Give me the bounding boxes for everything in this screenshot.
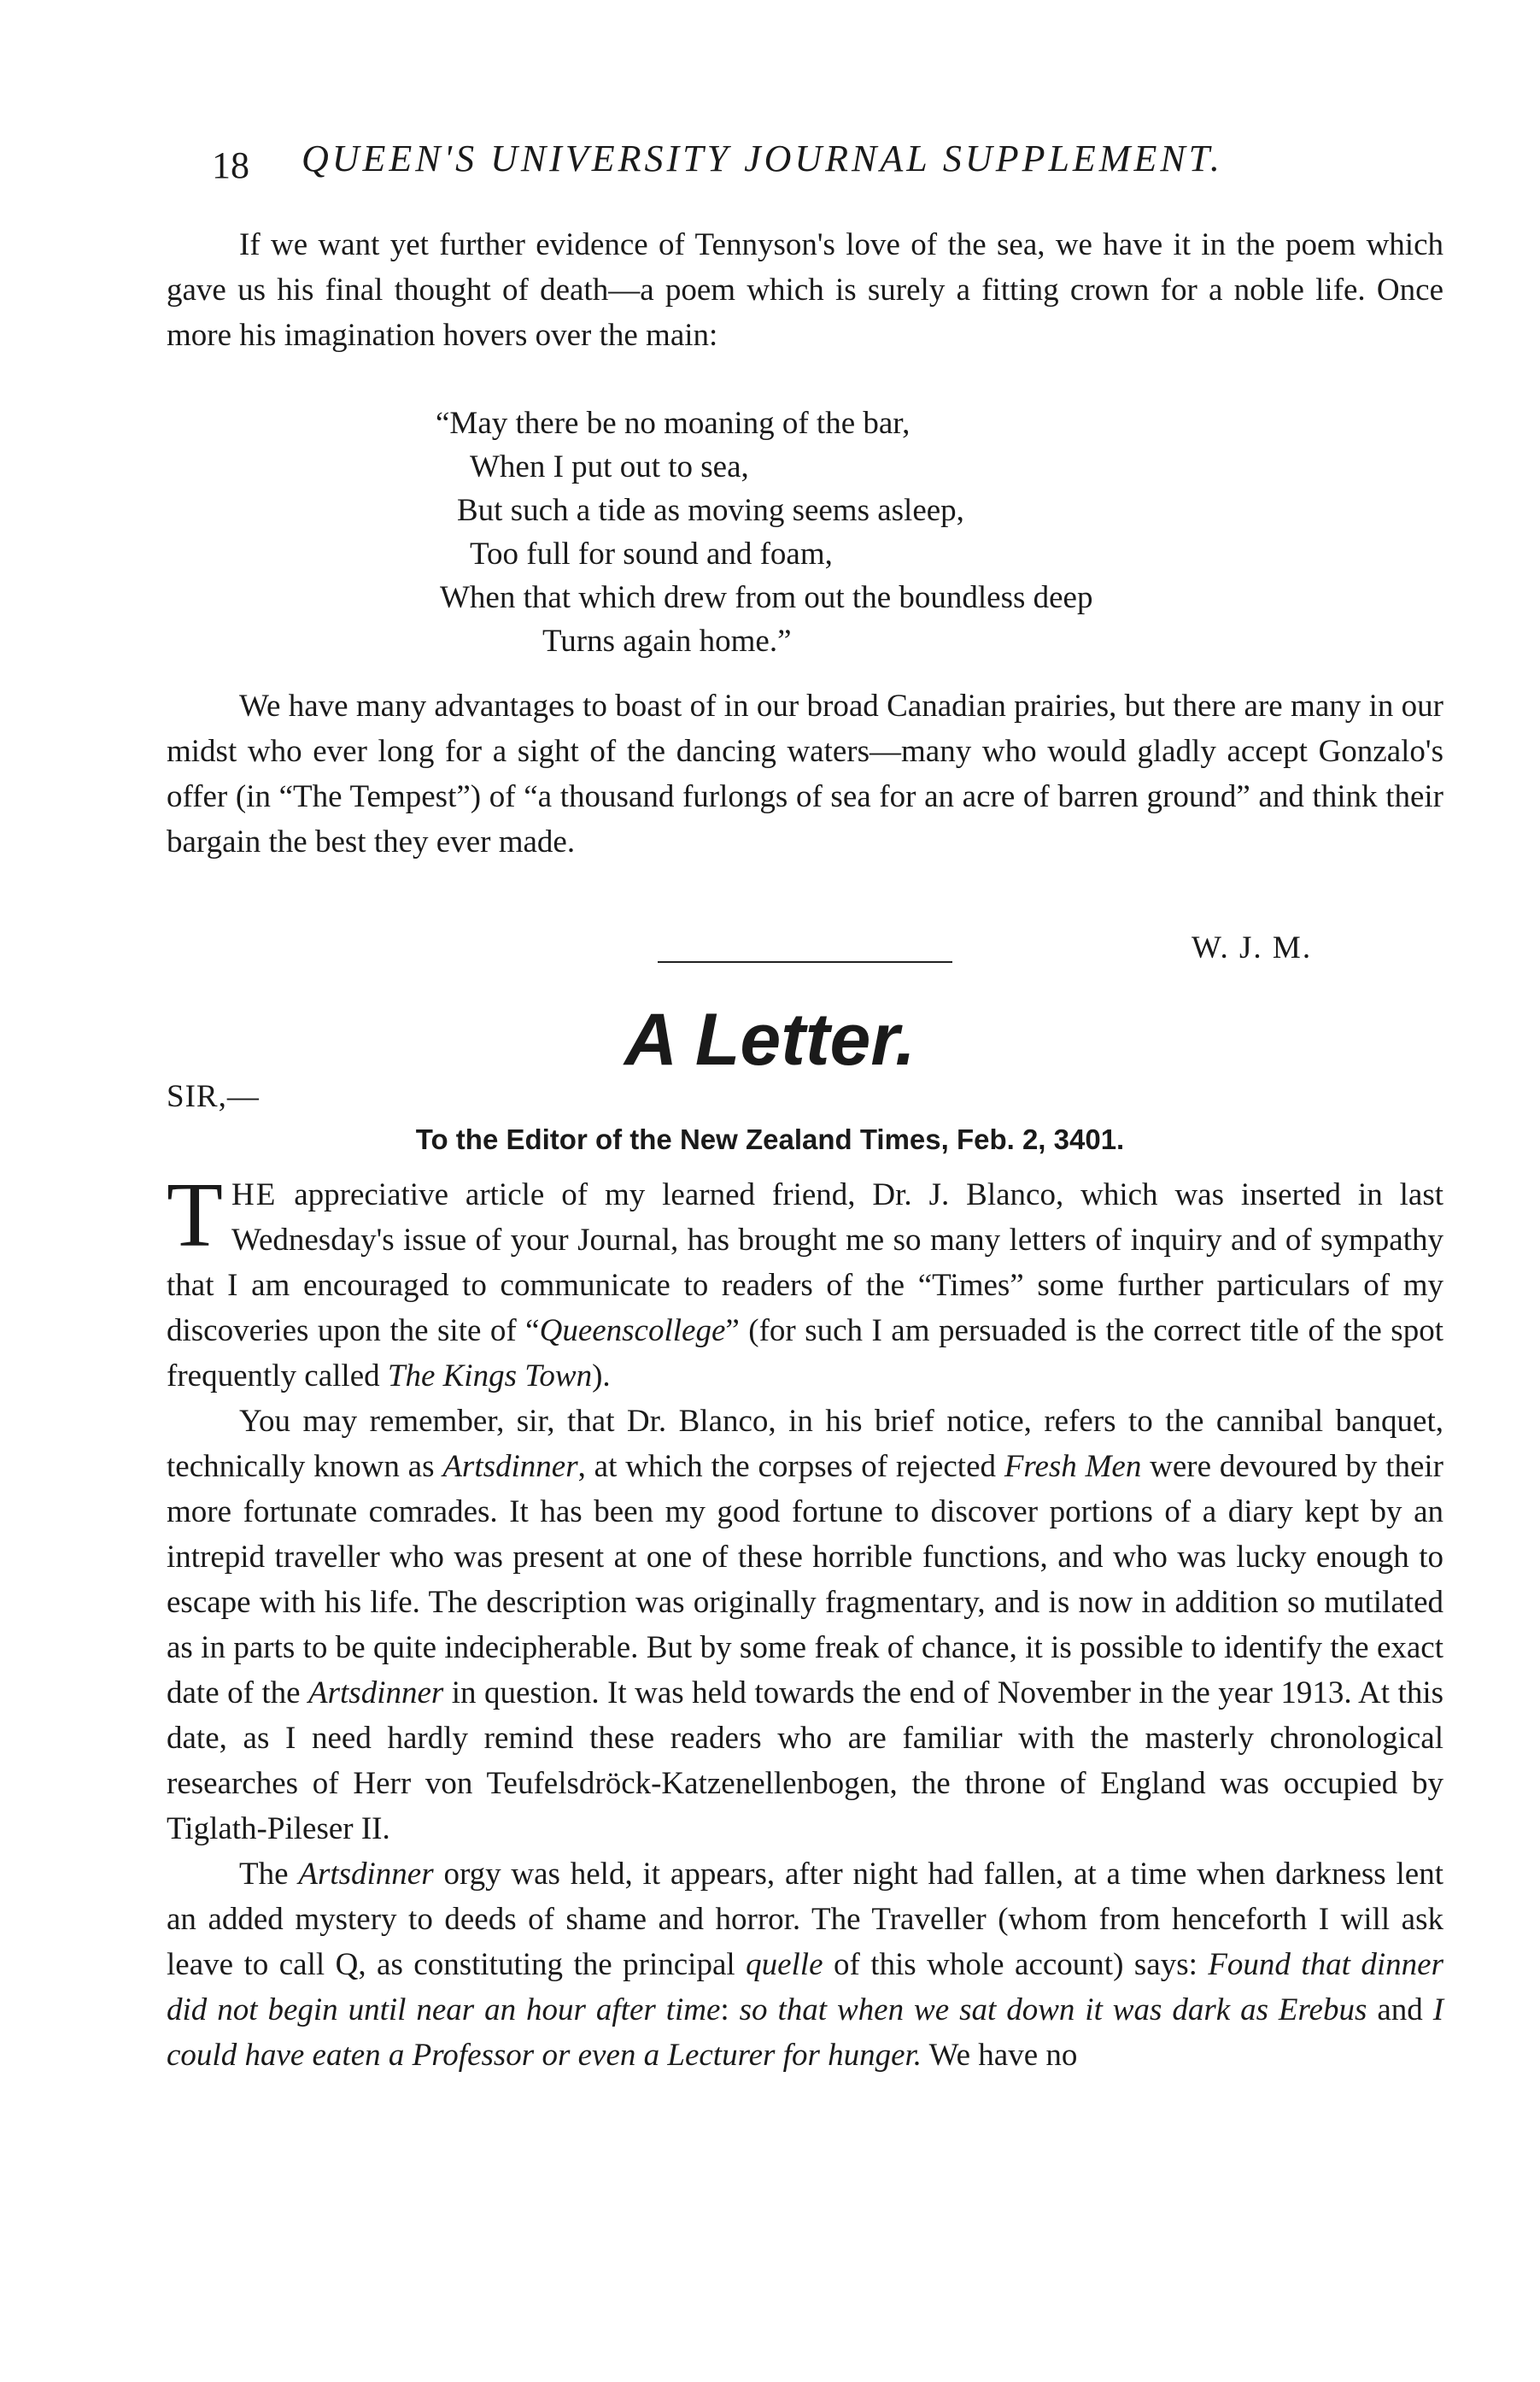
drop-cap: T: [167, 1165, 223, 1266]
poem-line: Turns again home.”: [542, 624, 792, 659]
text-run: :: [720, 1992, 740, 2027]
letter-salutation: SIR,—: [167, 1079, 260, 1114]
italic-text: so that when we sat down it was dark as Erebus: [739, 1992, 1367, 2027]
essay-text-1: If we want yet further evidence of Tennyson's love of the sea, we have it in the poem which gave us his final thought of death—a poem which is surely a fitting crown for a noble life. Once more his imagination hovers over the main:: [167, 227, 1443, 353]
poem-line: Too full for sound and foam,: [470, 537, 833, 572]
page-number: 18: [212, 144, 249, 186]
italic-text: Artsdinner: [442, 1449, 578, 1484]
italic-text: I could have eaten a Professor or even a Lecturer for hunger.: [167, 1992, 1444, 2073]
italic-text: Artsdinner: [308, 1675, 444, 1710]
italic-text: The Kings Town: [387, 1358, 593, 1393]
text-run: ).: [592, 1358, 611, 1393]
text-run: of this whole account) says:: [823, 1947, 1209, 1982]
poem-line: “May there be no moaning of the bar,: [436, 406, 911, 441]
text-run: You may remember, sir, that Dr. Blanco, in his brief notice, refers to the cannibal banquet, technically known as: [167, 1404, 1443, 1484]
text-run: ” (for such I am persuaded is the correct title of the spot frequently called: [167, 1313, 1443, 1393]
poem-line: When that which drew from out the boundless deep: [440, 580, 1093, 615]
text-run: and: [1367, 1992, 1433, 2027]
text-run: , at which the corpses of rejected: [577, 1449, 1004, 1484]
poem-line: But such a tide as moving seems asleep,: [457, 493, 964, 528]
italic-text: quelle: [746, 1947, 823, 1982]
section-divider: [658, 961, 952, 963]
italic-text: Artsdinner: [298, 1857, 434, 1892]
small-caps-text: HE: [231, 1177, 278, 1212]
poem-line: When I put out to sea,: [470, 449, 749, 484]
text-run: orgy was held, it appears, after night had fallen, at a time when darkness lent an added mystery to deeds of shame and horror. The Traveller (whom from henceforth I will ask leave to call Q, as constituting the principal: [167, 1857, 1443, 1982]
text-run: The: [239, 1857, 299, 1892]
text-run: were devoured by their more fortunate comrades. It has been my good fortune to discover portions of a diary kept by an intrepid traveller who was present at one of these horrible functions, and who was lucky enough to escape with his life. The description was originally fragmentary, and is now in addition so mutilated as in parts to be quite indecipherable. But by some freak of chance, it is possible to identify the exact date of the: [167, 1449, 1443, 1710]
letter-title: A Letter.: [624, 999, 916, 1081]
italic-text: Queenscollege: [539, 1313, 726, 1348]
letter-paragraph-1: [167, 1165, 1443, 1399]
italic-text: Found that dinner did not begin until near an hour after time: [167, 1947, 1444, 2027]
letter-paragraph-2: [167, 1399, 1443, 1851]
letter-body: [167, 1165, 1444, 2078]
essay-paragraph-2: [167, 684, 1443, 865]
text-run: appreciative article of my learned friend, Dr. J. Blanco, which was inserted in last Wednesday's issue of your Journal, has brought me so many letters of inquiry and of sympathy that I am encouraged to communicate to readers of the “Times” some further particulars of my discoveries upon the site of “: [167, 1177, 1443, 1348]
italic-text: Fresh Men: [1004, 1449, 1142, 1484]
essay-paragraph-1: [167, 222, 1443, 358]
letter-paragraph-3: [167, 1851, 1443, 2078]
author-signature: W. J. M.: [1192, 930, 1313, 965]
poem-quote: [436, 402, 1375, 663]
running-head: [212, 128, 1391, 188]
letter-subtitle: To the Editor of the New Zealand Times, Feb. 2, 3401.: [415, 1124, 1125, 1155]
text-run: in question. It was held towards the end of November in the year 1913. At this date, as I need hardly remind these readers who are familiar with the masterly chronological researches of Herr von Teufelsdröck-Katzenellenbogen, the throne of England was occupied by Tiglath-Pileser II.: [167, 1675, 1443, 1846]
journal-title: QUEEN'S UNIVERSITY JOURNAL SUPPLEMENT.: [302, 138, 1223, 179]
text-run: We have no: [922, 2038, 1078, 2073]
essay-text-2: We have many advantages to boast of in our broad Canadian prairies, but there are many in our midst who ever long for a sight of the dancing waters—many who would gladly accept Gonzalo's offer (in “The Tempest”) of “a thousand furlongs of sea for an acre of barren ground” and think their bargain the best they ever made.: [167, 689, 1443, 860]
